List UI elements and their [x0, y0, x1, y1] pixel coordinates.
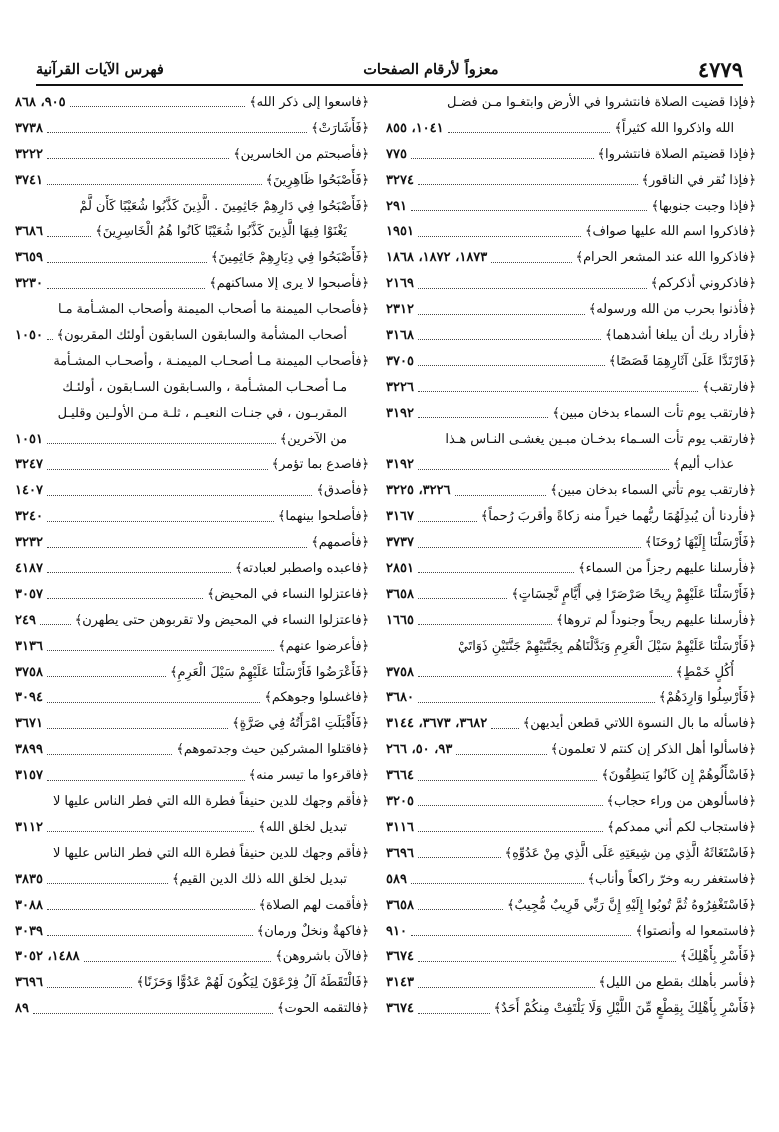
index-entry — [15, 271, 369, 297]
page-references: ٣٦٧١ — [15, 716, 43, 732]
index-entry — [386, 142, 756, 168]
verse-text: ﴿فاقتلوا المشركين حيث وجدتموهم﴾ — [176, 742, 369, 758]
page-references: ٣٢٧٤ — [386, 172, 414, 188]
verse-text: ﴿فاستمعوا له وأنصتوا﴾ — [635, 923, 756, 939]
index-entry — [15, 504, 369, 530]
verse-text: عذاب أليم﴾ — [672, 457, 734, 473]
dot-leader — [47, 702, 260, 703]
header-index-title: فهرس الآيات القرآنية — [36, 60, 164, 78]
verse-text: ﴿فأردنا أن يُبدِلَهُمَا ربُّهما خيراً منه زكاةً وأقربَ رُحماً﴾ — [480, 509, 756, 525]
dot-leader — [418, 702, 655, 703]
dot-leader — [411, 935, 631, 936]
index-entry — [386, 685, 756, 711]
page-references: ٥٨٩ — [386, 871, 407, 887]
index-entry — [15, 815, 369, 841]
index-entry — [15, 660, 369, 686]
dot-leader — [70, 106, 246, 107]
verse-text: ﴿فالآن باشروهن﴾ — [275, 949, 369, 965]
verse-text: ﴿فإذا قضيتم الصلاة فانتشروا﴾ — [597, 146, 756, 162]
index-entry — [386, 245, 756, 271]
index-entry — [15, 841, 369, 867]
index-entry — [15, 427, 369, 453]
dot-leader — [418, 805, 603, 806]
page-references: ١٨٧٣، ١٨٧٢، ١٨٦٨ — [386, 250, 488, 266]
index-entry — [386, 530, 756, 556]
dot-leader — [418, 961, 676, 962]
verse-text: ﴿فَاسْتَغَاثَهُ الَّذِي مِن شِيعَتِهِ عَلَى الَّذِي مِنْ عَدُوِّهِ﴾ — [504, 845, 756, 861]
verse-text: ﴿فأصدق﴾ — [316, 483, 369, 499]
page-references: ٢٤٩ — [15, 612, 36, 628]
index-entry — [15, 556, 369, 582]
verse-text: ﴿فأصمهم﴾ — [311, 535, 369, 551]
index-entry — [15, 763, 369, 789]
page-references: ٣٦٥٨ — [386, 586, 414, 602]
verse-text: ﴿فَأَسْرِ بِأَهْلِكَ بِقِطْعٍ مِّنَ اللَّيْلِ وَلَا يَلْتَفِتْ مِنكُمْ أَحَدٌ﴾ — [493, 1001, 756, 1017]
verse-text: ﴿فَاسْتَغْفِرُوهُ ثُمَّ تُوبُوا إِلَيْهِ إِنَّ رَبِّي قَرِيبٌ مُّجِيبٌ﴾ — [506, 897, 756, 913]
index-entry — [386, 893, 756, 919]
verse-text: ﴿فاكهةٌ ونخلٌ ورمان﴾ — [256, 923, 369, 939]
index-entry — [15, 245, 369, 271]
index-entry — [386, 271, 756, 297]
dot-leader — [47, 780, 245, 781]
page-references: ٣٧٣٨ — [15, 120, 43, 136]
page-references: ٣٦٦٤ — [386, 768, 414, 784]
verse-text: ﴿فأرسلنا عليهم ريحاً وجنوداً لم تروها﴾ — [556, 612, 756, 628]
verse-text: ﴿فارتقب يوم تأت السـماء بدخـان مبـين يغشـى النـاس هـذا — [445, 431, 756, 447]
verse-text: ﴿فاعتزلوا النساء في المحيض﴾ — [207, 586, 369, 602]
page-references: ١٩٥١ — [386, 224, 414, 240]
dot-leader — [418, 857, 501, 858]
dot-leader — [418, 314, 585, 315]
dot-leader — [47, 469, 268, 470]
dot-leader — [47, 443, 276, 444]
index-entry — [15, 168, 369, 194]
dot-leader — [455, 495, 546, 496]
index-entry — [386, 90, 756, 116]
dot-leader — [418, 391, 698, 392]
index-entry — [15, 996, 369, 1022]
verse-text: ﴿فَأَسْرِ بِأَهْلِكَ﴾ — [679, 949, 756, 965]
dot-leader — [418, 1013, 490, 1014]
index-entry — [386, 919, 756, 945]
dot-leader — [47, 521, 274, 522]
dot-leader — [411, 210, 647, 211]
verse-text: ﴿فأقم وجهك للدين حنيفاً فطرة الله التي فطر الناس عليها لا — [52, 845, 369, 861]
verse-text: ﴿فَأَرْسِلُوا وَارِدَهُمْ﴾ — [658, 690, 756, 706]
dot-leader — [47, 158, 229, 159]
dot-leader — [418, 469, 669, 470]
verse-text: ﴿فأذنوا بحرب من الله ورسوله﴾ — [588, 302, 756, 318]
verse-text: ﴿فأصلحوا بينهما﴾ — [277, 509, 369, 525]
index-entry — [15, 452, 369, 478]
dot-leader — [418, 339, 601, 340]
index-entry — [15, 297, 369, 323]
page-references: ٢٨٥١ — [386, 561, 414, 577]
page-references: ٤١٨٧ — [15, 561, 43, 577]
page-references: ٣٧٥٨ — [386, 664, 414, 680]
page-references: ١٠٥١ — [15, 431, 43, 447]
verse-text: ﴿فأصبحتم من الخاسرين﴾ — [233, 146, 369, 162]
verse-text: تبديل لخلق الله ذلك الدين القيم﴾ — [171, 871, 347, 887]
index-entry — [15, 711, 369, 737]
verse-text: ﴿فَأَصْبَحُوا فِي دِيَارِهِمْ جَاثِمِينَ﴾ — [210, 250, 369, 266]
page-references: ٣٢٤٠ — [15, 509, 43, 525]
index-entry — [15, 685, 369, 711]
dot-leader — [47, 728, 228, 729]
verse-text: ﴿فاذكروني أذكركم﴾ — [650, 276, 756, 292]
index-entry — [15, 142, 369, 168]
verse-text: ﴿فَالْتَقَطَهُ آلُ فِرْعَوْنَ لِيَكُونَ لَهُمْ عَدُوًّا وَحَزَنًا﴾ — [136, 975, 369, 991]
verse-text: ﴿فإذا قضيت الصلاة فانتشروا في الأرض وابتغـوا مـن فضـل — [446, 95, 756, 110]
index-entry — [15, 789, 369, 815]
verse-text: ﴿فاصدع بما تؤمر﴾ — [271, 457, 369, 473]
index-entry — [15, 608, 369, 634]
page-references: ٣٢٣٠ — [15, 276, 43, 292]
verse-text: ﴿فاسألوهن من وراء حجاب﴾ — [606, 794, 756, 810]
index-entry — [15, 323, 369, 349]
page-references: ٣٧٠٥ — [386, 353, 414, 369]
page-references: ٢٣١٢ — [386, 302, 414, 318]
dot-leader — [418, 236, 581, 237]
verse-text: ﴿فَارْتَدَّا عَلَىٰ آثَارِهِمَا قَصَصًا﴾ — [608, 353, 756, 369]
index-entry — [15, 867, 369, 893]
index-entry — [386, 401, 756, 427]
index-entry — [15, 478, 369, 504]
verse-text: ﴿فاذكروا اسم الله عليها صواف﴾ — [584, 224, 756, 240]
page-references: ١٤٨٨، ٣٠٥٢ — [15, 949, 80, 965]
verse-text: ﴿فأرسلنا عليهم رجزاً من السماء﴾ — [578, 561, 756, 577]
dot-leader — [418, 598, 507, 599]
index-entry — [386, 478, 756, 504]
dot-leader — [418, 365, 605, 366]
dot-leader — [418, 987, 595, 988]
dot-leader — [84, 961, 272, 962]
index-entry — [386, 660, 756, 686]
verse-text: ﴿فأعرضوا عنهم﴾ — [278, 638, 369, 654]
page-references: ٣١٤٣ — [386, 975, 414, 991]
verse-text: ﴿فاستجاب لكم أني ممدكم﴾ — [607, 819, 756, 835]
dot-leader — [418, 572, 574, 573]
page-references: ٧٧٥ — [386, 146, 407, 162]
page-references: ٣٦٧٤ — [386, 1001, 414, 1017]
page-references: ١٦٦٥ — [386, 612, 414, 628]
header-center-title: معزواً لأرقام الصفحات — [363, 60, 499, 78]
dot-leader — [33, 1013, 273, 1014]
page-references: ٣١٩٢ — [386, 405, 414, 421]
verse-text: ﴿فاسأله ما بال النسوة اللاتي قطعن أيديهن﴾ — [522, 716, 756, 732]
verse-text: ﴿فأصحاب الميمنة ما أصحاب الميمنة وأصحاب المشـأمة مـا — [57, 302, 369, 318]
verse-text: ﴿فإذا وجبت جنوبها﴾ — [651, 198, 756, 214]
index-entry — [15, 219, 369, 245]
page-references: ١٠٤١، ٨٥٥ — [386, 120, 444, 136]
index-entry — [15, 582, 369, 608]
dot-leader — [491, 262, 571, 263]
dot-leader — [411, 158, 594, 159]
verse-text: ﴿فاسألوا أهل الذكر إن كنتم لا تعلمون﴾ — [550, 742, 756, 758]
page-references: ٣١٦٨ — [386, 328, 414, 344]
dot-leader — [47, 132, 307, 133]
index-entry — [386, 427, 756, 453]
dot-leader — [47, 754, 172, 755]
dot-leader — [448, 132, 611, 133]
verse-text: ﴿فاستغفر ربه وخرّ راكعاً وأناب﴾ — [587, 871, 756, 887]
index-entry — [386, 608, 756, 634]
page-references: ٣٢٢٢ — [15, 146, 43, 162]
verse-text: ﴿فَأَقْبَلَتِ امْرَأَتُهُ فِي صَرَّةٍ﴾ — [232, 716, 369, 732]
dot-leader — [47, 987, 133, 988]
dot-leader — [47, 883, 168, 884]
verse-text: ﴿فارتقب يوم تأت السماء بدخان مبين﴾ — [552, 405, 756, 421]
verse-text: ﴿فَأَرْسَلْنَا عَلَيْهِمْ سَيْلَ الْعَرِمِ وَبَدَّلْنَاهُم بِجَنَّتَيْهِمْ جَنَّتَيْنِ ذَوَاتَيْ — [457, 638, 756, 654]
dot-leader — [418, 184, 638, 185]
index-entry — [386, 168, 756, 194]
index-column-right — [386, 90, 756, 1022]
dot-leader — [418, 909, 503, 910]
dot-leader — [47, 598, 203, 599]
dot-leader — [47, 236, 91, 237]
verse-text: ﴿فَأَشَارَتْ﴾ — [311, 120, 369, 136]
index-entry — [15, 530, 369, 556]
index-entry — [15, 349, 369, 375]
page-references: ٣٢٠٥ — [386, 794, 414, 810]
page-references: ٣٧٣٧ — [386, 535, 414, 551]
page-references: ٣٦٩٦ — [15, 975, 43, 991]
page-references: ٣٧٤١ — [15, 172, 43, 188]
index-entry — [15, 970, 369, 996]
index-entry — [15, 944, 369, 970]
index-entry — [386, 297, 756, 323]
page-references: ٣٢٢٦ — [386, 379, 414, 395]
index-entry — [386, 737, 756, 763]
index-entry — [386, 711, 756, 737]
verse-text: الله واذكروا الله كثيراً﴾ — [614, 120, 734, 136]
dot-leader — [491, 728, 518, 729]
dot-leader — [418, 676, 672, 677]
page-references: ٣٦٩٦ — [386, 845, 414, 861]
verse-text: ﴿فأصبحوا لا يرى إلا مساكنهم﴾ — [209, 276, 369, 292]
index-column-left — [15, 90, 369, 1022]
verse-text: من الآخرين﴾ — [279, 431, 347, 447]
index-entry — [15, 116, 369, 142]
dot-leader — [47, 831, 254, 832]
page-references: ٣٢٢٦، ٣٢٢٥ — [386, 483, 451, 499]
page-references: ٣٠٩٤ — [15, 690, 43, 706]
page-references: ٣٨٣٥ — [15, 871, 43, 887]
verse-text: ﴿فَأَرْسَلْنَا عَلَيْهِمْ رِيحًا صَرْصَرًا فِي أَيَّامٍ نَّحِسَاتٍ﴾ — [511, 586, 756, 602]
dot-leader — [418, 547, 641, 548]
index-entry — [386, 452, 756, 478]
index-entry — [15, 375, 369, 401]
verse-text: المقربـون ، في جنـات النعيـم ، ثلـة مـن الأولـين وقليـل — [57, 405, 347, 421]
index-entry — [386, 763, 756, 789]
dot-leader — [418, 780, 597, 781]
page-references: ٣٦٨٠ — [386, 690, 414, 706]
page-references: ١٤٠٧ — [15, 483, 43, 499]
index-entry — [15, 634, 369, 660]
page-references: ٩١٠ — [386, 923, 407, 939]
page-references: ٣٦٥٩ — [15, 250, 43, 266]
verse-text: ﴿فَاسْأَلُوهُمْ إِن كَانُوا يَنطِقُونَ﴾ — [601, 768, 756, 784]
verse-text: ﴿فاغسلوا وجوهكم﴾ — [264, 690, 369, 706]
verse-text: ﴿فاقرءوا ما تيسر منه﴾ — [248, 768, 369, 784]
verse-text: ﴿فأقم وجهك للدين حنيفاً فطرة الله التي فطر الناس عليها لا — [52, 794, 369, 810]
page-references: ٣٦٧٤ — [386, 949, 414, 965]
verse-text: أُكُلٍ خَمْطٍ﴾ — [675, 664, 734, 680]
page-references: ٣١٥٧ — [15, 768, 43, 784]
verse-text: يَغْنَوْا فِيهَا الَّذِينَ كَذَّبُوا شُعَيْبًا كَانُوا هُمُ الْخَاسِرِينَ﴾ — [95, 224, 347, 240]
dot-leader — [47, 184, 262, 185]
dot-leader — [47, 909, 255, 910]
index-entry — [386, 375, 756, 401]
page-references: ٩٠٥، ٨٦٨ — [15, 95, 66, 110]
index-entry — [386, 970, 756, 996]
page-references: ٣٠٥٧ — [15, 586, 43, 602]
index-entry — [386, 841, 756, 867]
page-references: ٣٠٨٨ — [15, 897, 43, 913]
dot-leader — [456, 754, 546, 755]
page-references: ٣٧٥٨ — [15, 664, 43, 680]
page-references: ٣١٦٧ — [386, 509, 414, 525]
dot-leader — [47, 288, 205, 289]
page-references: ٣٢٣٢ — [15, 535, 43, 551]
page-number: ٤٧٧٩ — [697, 56, 743, 82]
dot-leader — [47, 547, 307, 548]
page-references: ٣١٩٢ — [386, 457, 414, 473]
dot-leader — [47, 339, 53, 340]
page-references: ٢٩١ — [386, 198, 407, 214]
index-entry — [386, 867, 756, 893]
dot-leader — [47, 650, 274, 651]
page-references: ٣١١٢ — [15, 819, 43, 835]
verse-text: ﴿فاسعوا إلى ذكر الله﴾ — [249, 95, 369, 110]
page-references: ٣٢٤٧ — [15, 457, 43, 473]
index-entry — [386, 349, 756, 375]
index-entry — [386, 944, 756, 970]
dot-leader — [47, 676, 166, 677]
index-entry — [386, 556, 756, 582]
index-entry — [386, 996, 756, 1022]
dot-leader — [47, 935, 253, 936]
index-entry — [15, 919, 369, 945]
dot-leader — [418, 521, 477, 522]
verse-text: ﴿فَأَصْبَحُوا فِي دَارِهِمْ جَاثِمِينَ . الَّذِينَ كَذَّبُوا شُعَيْبًا كَأَن لَّمْ — [79, 198, 369, 214]
dot-leader — [418, 831, 603, 832]
index-entry — [15, 90, 369, 116]
page-references: ٣٨٩٩ — [15, 742, 43, 758]
index-entry — [386, 194, 756, 220]
index-entry — [386, 323, 756, 349]
dot-leader — [418, 624, 552, 625]
dot-leader — [40, 624, 71, 625]
index-entry — [15, 194, 369, 220]
verse-text: ﴿فارتقب﴾ — [702, 379, 756, 395]
page-references: ٣١١٦ — [386, 819, 414, 835]
index-entry — [386, 504, 756, 530]
index-entry — [386, 582, 756, 608]
index-entry — [15, 737, 369, 763]
page-header — [36, 54, 743, 86]
page-references: ٣٠٣٩ — [15, 923, 43, 939]
index-entry — [386, 634, 756, 660]
index-entry — [386, 116, 756, 142]
index-entry — [15, 893, 369, 919]
index-entry — [386, 815, 756, 841]
verse-text: ﴿فاذكروا الله عند المشعر الحرام﴾ — [575, 250, 756, 266]
dot-leader — [418, 417, 548, 418]
verse-text: ﴿فإذا نُقر في الناقور﴾ — [641, 172, 756, 188]
page-references: ١٠٥٠ — [15, 328, 43, 344]
page-references: ٣١٣٦ — [15, 638, 43, 654]
page-references: ٣٦٥٨ — [386, 897, 414, 913]
dot-leader — [47, 262, 207, 263]
page-references: ٣٦٨٢، ٣٦٧٣، ٣١٤٤ — [386, 716, 488, 732]
verse-text: ﴿فاعتزلوا النساء في المحيض ولا تقربوهن حتى يطهرن﴾ — [74, 612, 369, 628]
dot-leader — [47, 495, 313, 496]
verse-text: ﴿فَأَعْرَضُوا فَأَرْسَلْنَا عَلَيْهِمْ سَيْلَ الْعَرِمِ﴾ — [170, 664, 369, 680]
index-entry — [386, 219, 756, 245]
page-references: ٢١٦٩ — [386, 276, 414, 292]
verse-text: ﴿فأصحاب الميمنة مـا أصحـاب الميمنـة ، وأصحـاب المشـأمة — [53, 353, 369, 369]
index-entry — [15, 401, 369, 427]
verse-text: ﴿فَأَصْبَحُوا ظَاهِرِينَ﴾ — [265, 172, 369, 188]
verse-text: ﴿فأسر بأهلك بقطع من الليل﴾ — [598, 975, 756, 991]
verse-text: ﴿فأراد ربك أن يبلغا أشدهما﴾ — [605, 328, 756, 344]
verse-text: ﴿فارتقب يوم تأتي السماء بدخان مبين﴾ — [550, 483, 756, 499]
dot-leader — [47, 572, 231, 573]
dot-leader — [418, 288, 647, 289]
verse-text: مـا أصحـاب المشـأمة ، والسـابقون السـابقون ، أولئـك — [62, 379, 347, 395]
verse-text: تبديل لخلق الله﴾ — [258, 819, 347, 835]
dot-leader — [411, 883, 584, 884]
verse-text: ﴿فالتقمه الحوت﴾ — [277, 1001, 369, 1017]
verse-text: أصحاب المشأمة والسابقون السابقون أولئك المقربون﴾ — [56, 328, 347, 344]
page-references: ٣٦٨٦ — [15, 224, 43, 240]
page-references: ٨٩ — [15, 1001, 29, 1017]
page-references: ٩٣، ٥٠، ٢٦٦ — [386, 742, 453, 758]
verse-text: ﴿فَأَرْسَلْنَا إِلَيْهَا رُوحَنَا﴾ — [644, 535, 756, 551]
verse-text: ﴿فأقمت لهم الصلاة﴾ — [258, 897, 369, 913]
verse-text: ﴿فاعبده واصطبر لعبادته﴾ — [234, 561, 369, 577]
index-entry — [386, 789, 756, 815]
